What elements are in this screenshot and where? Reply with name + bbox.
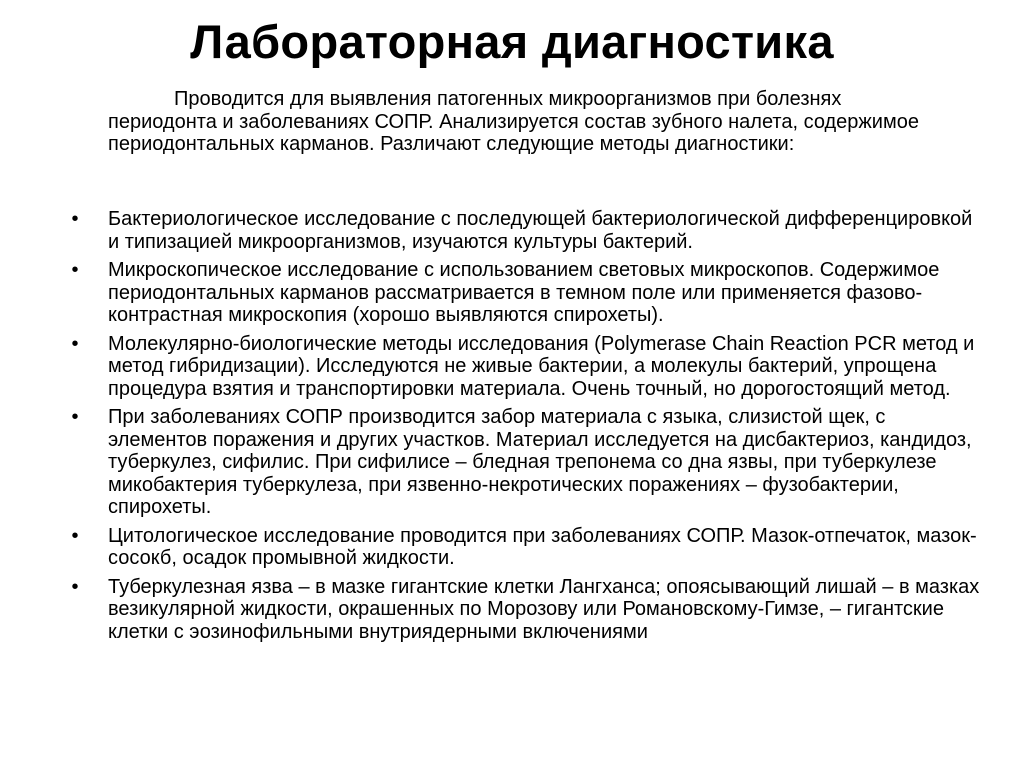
list-item — [71, 208, 983, 253]
list-item-text: Молекулярно-биологические методы исследования (Polymerase Chain Reaction PCR метод и метод гибридизации). Исследуются не живые бактерии, а молекулы бактерий, упрощена процедура взятия и транспортировки материала. Очень точный, но дорогостоящий метод. — [108, 332, 975, 400]
list-item-text: Микроскопическое исследование с использованием световых микроскопов. Содержимое периодонтальных карманов рассматривается в темном поле или применяется фазово-контрастная микроскопия (хорошо выявляются спирохеты). — [108, 259, 940, 326]
list-item — [71, 575, 983, 644]
list-item — [71, 332, 983, 401]
bullet-icon: • — [71, 575, 79, 598]
list-item — [71, 524, 983, 570]
list-item-text: Бактериологическое исследование с последующей бактериологической дифференцировкой и типизацией микроорганизмов, изучаются культуры бактерий. — [108, 208, 973, 253]
slide-title: Лабораторная диагностика — [190, 15, 834, 68]
bullet-icon: • — [71, 332, 79, 355]
bullet-icon: • — [71, 259, 79, 281]
list-item-text: При заболеваниях СОПР производится забор материала с языка, слизистой щек, с элементов поражения и других участков. Материал исследуется на дисбактериоз, кандидоз, туберкулез, сифилис. При сифилисе – бледная трепонема со дна язвы, при туберкулезе микобактерия туберкулеза, при язвенно-некротических поражениях – фузобактерии, спирохеты. — [108, 406, 972, 518]
bullet-list — [71, 208, 983, 649]
intro-paragraph: Проводится для выявления патогенных микроорганизмов при болезнях периодонта и заболеваниях СОПР. Анализируется состав зубного налета, содержимое периодонтальных карманов. Различают следующие методы диагностики: — [108, 88, 919, 155]
list-item-text: Цитологическое исследование проводится при заболеваниях СОПР. Мазок-отпечаток, мазок-сосокб, осадок промывной жидкости. — [108, 524, 977, 569]
bullet-icon: • — [71, 208, 79, 230]
list-item — [71, 406, 983, 519]
bullet-icon: • — [71, 406, 79, 428]
list-item — [71, 259, 983, 327]
list-item-text: Туберкулезная язва – в мазке гигантские клетки Лангханса; опоясывающий лишай – в мазках везикулярной жидкости, окрашенных по Морозову или Романовскому-Гимзе, – гигантские клетки с эозинофильными внутриядерными включениями — [108, 575, 980, 643]
bullet-icon: • — [71, 524, 79, 547]
